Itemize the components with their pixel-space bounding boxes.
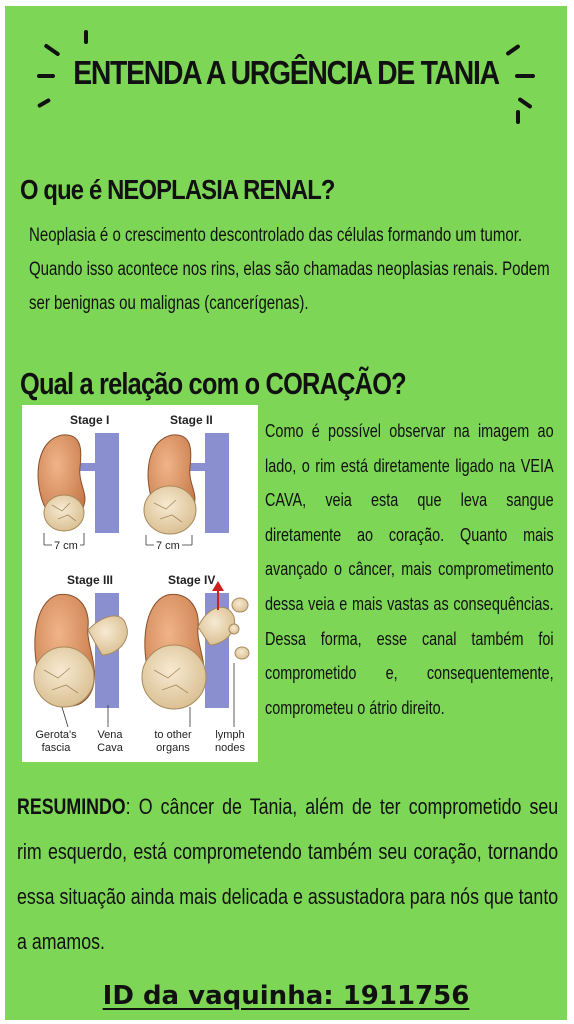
decor-dash <box>516 110 520 124</box>
title-area <box>5 46 567 106</box>
stage-2-label: Stage II <box>170 413 213 427</box>
section-body-neoplasia: Neoplasia é o crescimento descontrolado das células formando um tumor. Quando isso acontece nos rins, elas são chamadas neoplasias renais. Podem ser benignas ou malignas (cancerígenas). <box>29 225 550 314</box>
caption-vena-line2: Cava <box>97 742 123 754</box>
summary-text: : O câncer de Tania, além de ter comprometido seu rim esquerdo, está comprometendo também seu coração, tornando essa situação ainda mais delicada e assustadora para nós que tanto a amamos. <box>17 794 559 954</box>
caption-gerota-line1: Gerota's <box>35 729 77 741</box>
measure-label-2: 7 cm <box>156 540 180 552</box>
caption-organs-line1: to other <box>154 729 192 741</box>
stage-1-kidney <box>38 433 119 545</box>
summary-label: RESUMINDO <box>17 794 126 819</box>
decor-dash <box>37 98 51 108</box>
summary-paragraph <box>17 784 558 964</box>
caption-vena-cava <box>92 729 128 755</box>
page-title: ENTENDA A URGÊNCIA DE TANIA <box>73 54 499 91</box>
kidney-stages-drawing <box>22 405 258 762</box>
section-body-coracao: Como é possível observar na imagem ao lado, o rim está diretamente ligado na VEIA CAVA, veia esta que leva sangue diretamente ao coração. Quanto mais avançado o câncer, mais comprometimento dessa veia e mais vastas as consequências. Dessa forma, esse canal também foi comprometido e, consequentemente, comprometeu o átrio direito. <box>265 420 554 718</box>
stage-4-kidney <box>142 581 249 727</box>
vaquinha-id: ID da vaquinha: 1911756 <box>102 981 470 1011</box>
section-heading-neoplasia: O que é NEOPLASIA RENAL? <box>20 174 335 205</box>
caption-gerota-line2: fascia <box>41 742 71 754</box>
poster <box>5 6 567 1020</box>
caption-lymph-line1: lymph <box>215 729 245 741</box>
stage-3-kidney <box>34 593 127 727</box>
stage-3-label: Stage III <box>67 573 114 587</box>
stage-1-label: Stage I <box>70 413 110 427</box>
kidney-stages-illustration <box>22 405 258 762</box>
caption-other-organs <box>148 729 198 755</box>
caption-lymph-line2: nodes <box>215 742 245 754</box>
measure-label-1: 7 cm <box>54 540 78 552</box>
caption-gerota <box>30 729 82 755</box>
stage-4-label: Stage IV <box>168 573 216 587</box>
section-heading-coracao: Qual a relação com o CORAÇÃO? <box>20 366 406 401</box>
caption-vena-line1: Vena <box>97 729 123 741</box>
caption-lymph-nodes <box>208 729 252 755</box>
caption-organs-line2: organs <box>156 742 190 754</box>
decor-dash <box>517 97 532 109</box>
stage-2-kidney <box>144 433 229 545</box>
decor-dash <box>84 30 88 44</box>
